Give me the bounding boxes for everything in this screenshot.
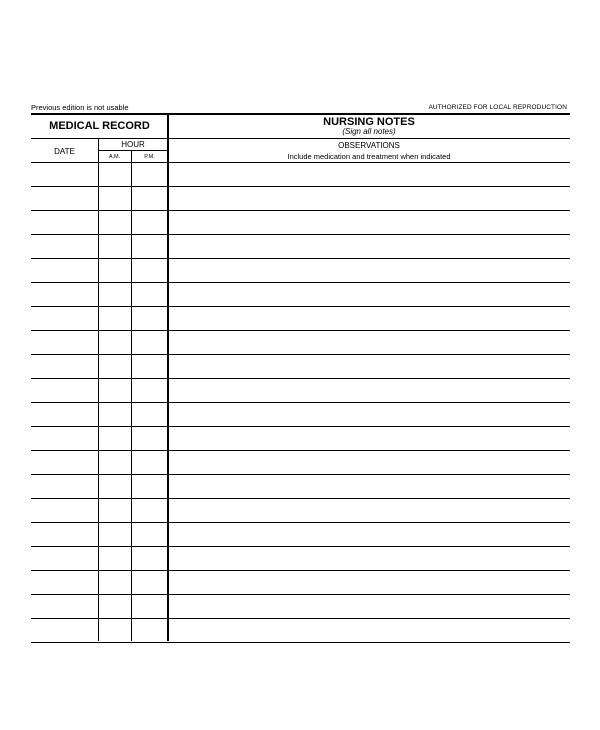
entry-row-line [31, 474, 570, 475]
date-column-divider [98, 138, 99, 641]
entry-row-line [31, 210, 570, 211]
entry-row-line [31, 522, 570, 523]
entry-row-line [31, 546, 570, 547]
nursing-notes-form [31, 113, 570, 641]
entry-row-line [31, 282, 570, 283]
reproduction-note: AUTHORIZED FOR LOCAL REPRODUCTION [428, 104, 567, 111]
am-column-header: A.M. [108, 154, 121, 160]
form-top-border [31, 113, 570, 115]
entry-row-line [31, 618, 570, 619]
entry-row-line [31, 234, 570, 235]
am-column-divider [131, 150, 132, 641]
entry-row-line [31, 258, 570, 259]
hour-divider [98, 150, 168, 151]
entry-row-line [31, 642, 570, 643]
section-subtitle: (Sign all notes) [342, 127, 396, 136]
pm-column-header: P.M. [144, 154, 155, 160]
edition-note: Previous edition is not usable [31, 103, 129, 112]
entry-row-line [31, 498, 570, 499]
entry-row-line [31, 330, 570, 331]
hour-column-header: HOUR [121, 140, 145, 149]
observations-column-header: OBSERVATIONS [338, 141, 400, 150]
entry-row-line [31, 426, 570, 427]
date-column-header: DATE [54, 147, 75, 156]
entry-row-line [31, 594, 570, 595]
section-title: NURSING NOTES [323, 116, 415, 128]
entry-row-line [31, 306, 570, 307]
observations-column-note: Include medication and treatment when indicated [287, 152, 451, 161]
header-bottom-border [31, 162, 570, 163]
entry-row-line [31, 186, 570, 187]
form-title: MEDICAL RECORD [49, 120, 150, 132]
observations-column-divider [167, 113, 169, 641]
header-divider [31, 138, 570, 139]
entry-row-line [31, 378, 570, 379]
entry-row-line [31, 402, 570, 403]
entry-row-line [31, 570, 570, 571]
entry-row-line [31, 450, 570, 451]
entry-row-line [31, 354, 570, 355]
